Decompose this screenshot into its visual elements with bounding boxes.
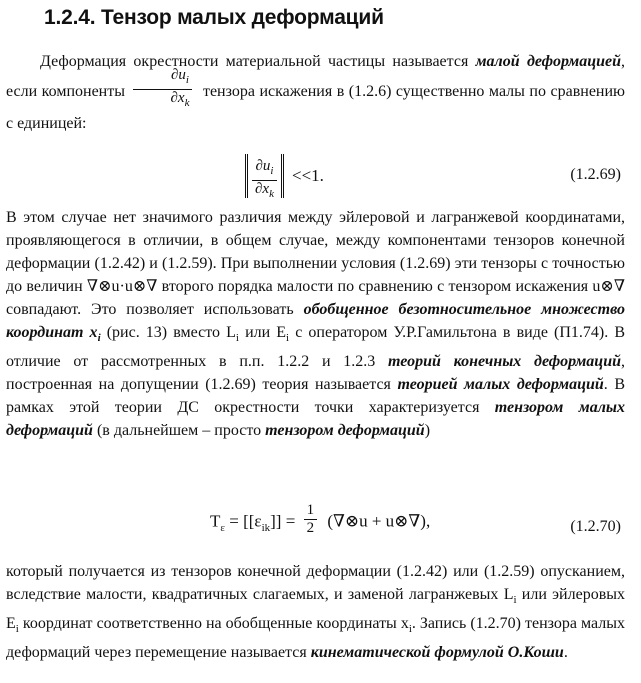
subscript: i [235, 332, 239, 345]
text-run: который получается из тензоров конечной деформации (1.2.42) или (1.2.59) опусканием, вследствие малости, квадратичных слагаемых, и заменой лагранжевых L [6, 563, 625, 603]
text-run: . [563, 644, 568, 662]
text-run: (в дальнейшем – просто [92, 422, 266, 440]
term-small-deformation-theory: теорией малых деформаций [397, 376, 604, 394]
text-run: ) [424, 422, 431, 440]
text-run: . В рамках этой теории ДС окрестности точки характеризуется [6, 376, 626, 417]
subscript: i [15, 623, 19, 636]
fraction-denominator: ∂x [255, 181, 270, 197]
term-text: обобщенное безотносительное множество координат x [6, 301, 625, 341]
formula-part: = [[ε [225, 511, 262, 531]
equation-1-2-70 [0, 502, 621, 552]
subscript: k [269, 188, 274, 200]
term-cauchy-kinematic-formula: кинематической формулой О.Коши [310, 644, 564, 662]
norm-fraction [252, 158, 277, 203]
subscript: ε [220, 521, 226, 534]
equation-number: (1.2.70) [570, 518, 621, 535]
subscript: i [513, 594, 517, 607]
term-deformation-tensor: тензором деформаций [265, 422, 425, 440]
fraction-denominator: 2 [306, 520, 315, 536]
fraction-numerator: 1 [304, 502, 318, 520]
section-heading: 1.2.4. Тензор малых деформаций [44, 6, 384, 29]
norm-bars [245, 154, 284, 198]
subscript: ik [261, 521, 271, 534]
text-run: В этом случае нет значимого различия между эйлеровой и лагранжевой координатами, проявляющегося в отличии, в общем случае, между компонентами тензоров конечной деформации (1.2.42) и (1.2.59). При выполнении условия (1.2.69) эти тензоры с точностью до величин ∇⊗u·u⊗∇ второго порядка малости по сравнению с тензором искажения u⊗∇ совпадают. Это позволяет использовать [6, 209, 625, 318]
formula-part: ]] = [270, 511, 300, 531]
text-run: координат соответственно на обобщенные координаты x [18, 615, 409, 633]
subscript: i [270, 165, 274, 177]
subscript: i [286, 332, 290, 345]
fraction-numerator: ∂u [255, 158, 271, 174]
formula-part: (∇⊗u + u⊗∇), [323, 511, 431, 531]
subscript: i [408, 623, 412, 636]
equation-1-2-69 [0, 152, 621, 202]
text-run: Деформация окрестности материальной частицы называется [40, 53, 476, 70]
term-small-deformation-tensor: тензором малых деформаций [6, 399, 626, 440]
half-fraction [304, 502, 318, 537]
text-run: или E [238, 324, 287, 341]
text-run: или эйлеровых E [6, 586, 625, 633]
cauchy-formula [210, 502, 431, 537]
paragraph-definition [6, 50, 625, 135]
text-run: , построенная на допущении (1.2.69) теория называется [6, 353, 625, 394]
term-small-deformation: малой деформацией [475, 53, 622, 70]
equation-number: (1.2.69) [570, 166, 621, 183]
subscript: i [185, 74, 189, 86]
text-run: (рис. 13) вместо L [100, 324, 236, 341]
text-run: . Запись (1.2.70) тензора малых деформаций через перемещение называется [6, 615, 626, 662]
term-finite-deformation-theories: теорий конечных деформаций [387, 353, 621, 371]
tensor-symbol: T [210, 511, 221, 531]
subscript: k [184, 97, 190, 109]
text-run: , если компоненты [6, 53, 626, 101]
paragraph-cauchy [6, 560, 625, 664]
fraction-numerator: ∂u [170, 67, 186, 83]
much-less-relation: <<1. [292, 166, 324, 185]
text-run: тензора искажения в (1.2.6) существенно малы по сравнению с единицей: [6, 83, 625, 132]
paragraph-theory [6, 206, 625, 442]
inline-fraction [133, 67, 192, 112]
fraction-denominator: ∂x [170, 90, 185, 106]
text-run: с оператором У.Р.Гамильтона в виде (П1.74). В отличие от рассмотренных в п.п. 1.2.2 и 1.2.3 [6, 324, 626, 371]
subscript: i [97, 332, 101, 345]
